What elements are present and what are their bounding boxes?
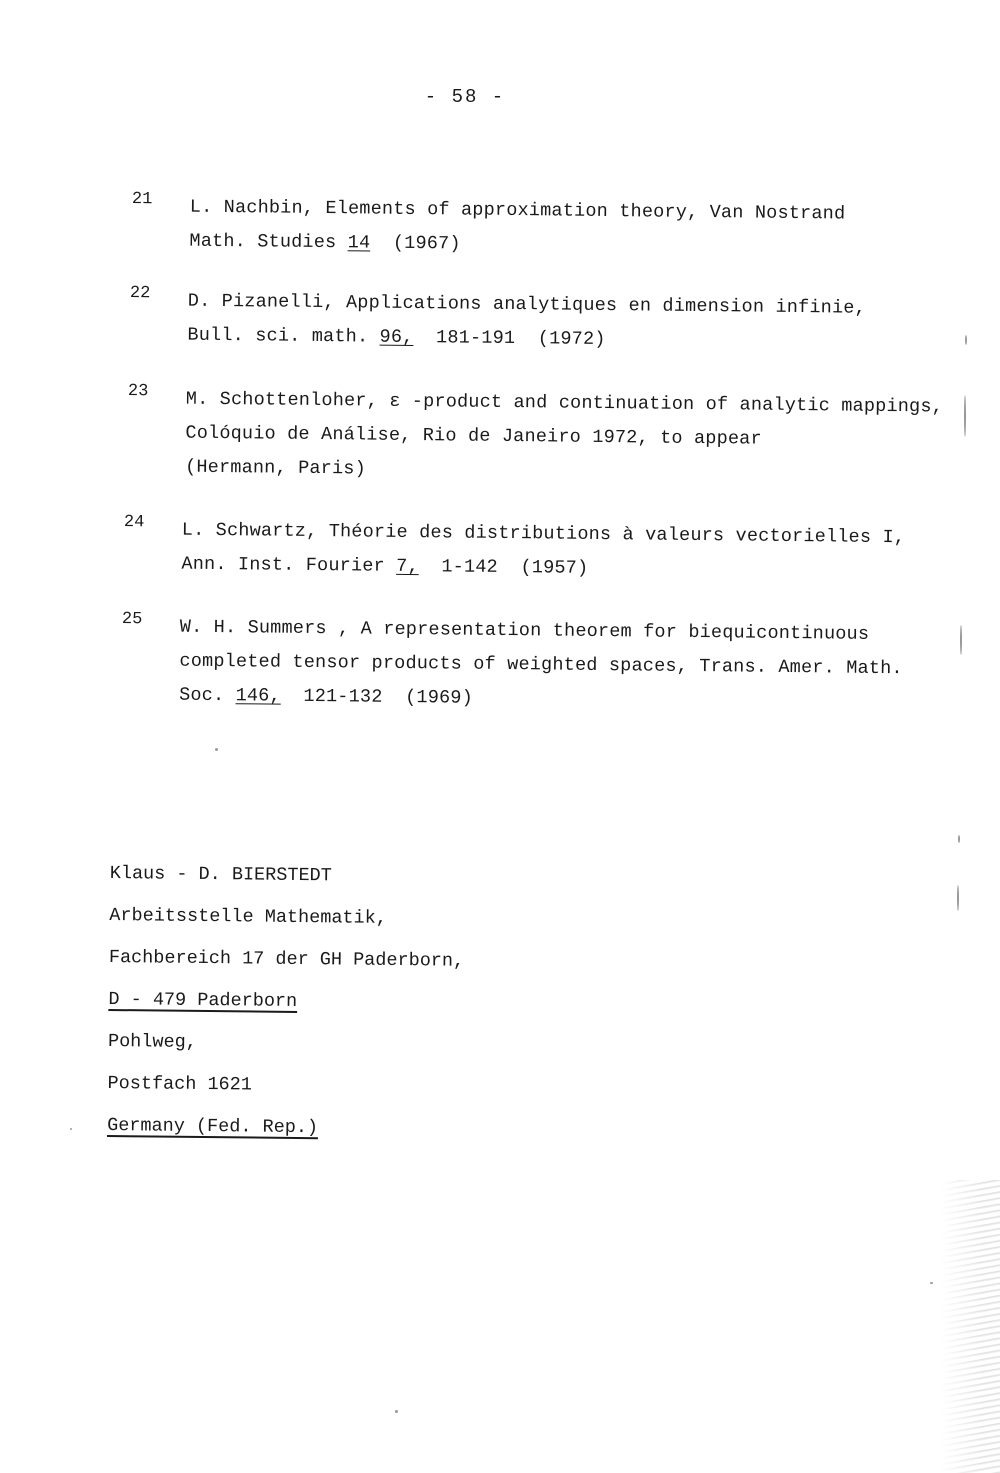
reference-number: 25 xyxy=(121,610,143,630)
scan-speckle xyxy=(958,835,960,843)
reference-text-segment: M. Schottenloher, ε -product and continuation of analytic mappings, xyxy=(185,388,944,418)
reference-text-segment: Ann. Inst. Fourier xyxy=(181,553,397,577)
reference-text xyxy=(187,285,866,360)
scan-speckle xyxy=(215,748,218,751)
author-address xyxy=(107,853,465,1151)
reference-volume: 14 xyxy=(347,232,371,254)
reference-text xyxy=(181,514,905,590)
page-number: - 58 - xyxy=(424,86,506,108)
reference-21 xyxy=(131,190,1000,255)
reference-text-segment: L. Nachbin, Elements of approximation theory, Van Nostrand xyxy=(189,196,846,225)
reference-24 xyxy=(123,513,1000,579)
reference-text-segment: Bull. sci. math. xyxy=(187,324,380,348)
address-city-line xyxy=(108,979,464,1025)
author-name: Klaus - D. BIERSTEDT xyxy=(109,862,332,887)
reference-text xyxy=(185,383,943,493)
reference-text-segment: L. Schwartz, Théorie des distributions à valeurs vectorielles I, xyxy=(181,519,906,549)
reference-volume: 7, xyxy=(396,555,419,578)
scan-speckle xyxy=(960,625,962,655)
reference-number: 24 xyxy=(123,513,145,533)
reference-text-segment: 1-142 (1957) xyxy=(418,556,589,579)
scan-speckle xyxy=(70,1128,72,1130)
reference-number: 23 xyxy=(127,382,149,402)
reference-line xyxy=(185,451,943,493)
scan-speckle xyxy=(395,1410,398,1413)
reference-text-segment: completed tensor products of weighted spaces, Trans. Amer. Math. xyxy=(179,650,903,680)
reference-line xyxy=(189,225,845,266)
reference-22 xyxy=(129,284,1000,350)
address-city: D - 479 Paderborn xyxy=(108,988,298,1012)
scan-edge-shadow xyxy=(940,1180,1000,1473)
address-postbox: Postfach 1621 xyxy=(107,1072,253,1096)
address-country-line xyxy=(107,1105,463,1151)
reference-25 xyxy=(121,610,1000,709)
scan-speckle xyxy=(964,395,966,437)
reference-text-segment: Soc. xyxy=(179,684,236,707)
reference-number: 21 xyxy=(131,190,153,210)
reference-text-segment: Math. Studies xyxy=(189,230,348,254)
reference-23 xyxy=(127,382,1000,480)
scan-speckle xyxy=(957,885,959,911)
reference-text xyxy=(179,611,903,721)
reference-text-segment: 181-191 (1972) xyxy=(413,326,606,350)
reference-volume: 146, xyxy=(235,685,281,707)
scan-speckle xyxy=(930,1282,933,1284)
reference-volume: 96, xyxy=(379,326,414,348)
reference-text-segment: W. H. Summers , A representation theorem for biequicontinuous xyxy=(179,616,870,645)
reference-text xyxy=(189,191,845,266)
address-street: Pohlweg, xyxy=(107,1030,197,1053)
address-department: Fachbereich 17 der GH Paderborn, xyxy=(108,946,465,972)
address-institution: Arbeitsstelle Mathematik, xyxy=(109,904,387,929)
reference-text-segment: (1967) xyxy=(370,232,461,255)
reference-line xyxy=(187,319,865,360)
reference-number: 22 xyxy=(129,284,151,304)
reference-text-segment: D. Pizanelli, Applications analytiques en dimension infinie, xyxy=(187,290,867,319)
reference-text-segment: (Hermann, Paris) xyxy=(185,456,367,480)
reference-text-segment: 121-132 (1969) xyxy=(280,685,474,709)
address-country: Germany (Fed. Rep.) xyxy=(107,1114,319,1139)
reference-text-segment: Colóquio de Análise, Rio de Janeiro 1972, to appear xyxy=(185,422,762,450)
scan-speckle xyxy=(965,335,967,345)
